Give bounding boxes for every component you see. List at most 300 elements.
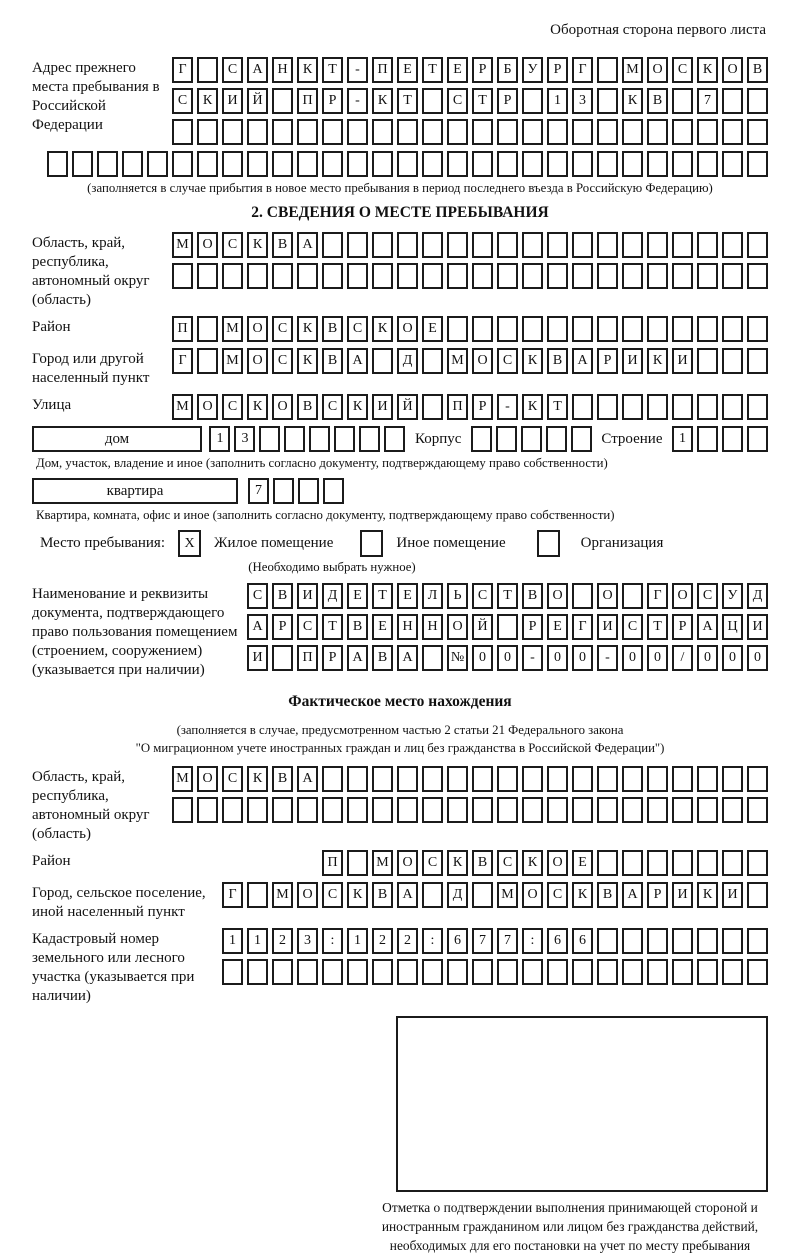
char-cell[interactable]: В [547,348,568,374]
char-cell[interactable]: С [272,348,293,374]
char-cell[interactable] [522,797,543,823]
char-cell[interactable]: П [447,394,468,420]
char-cell[interactable]: М [497,882,518,908]
char-cell[interactable] [546,426,567,452]
char-cell[interactable]: Р [647,882,668,908]
char-cell[interactable]: 3 [572,88,593,114]
char-cell[interactable] [747,766,768,792]
char-cell[interactable]: - [597,645,618,671]
char-cell[interactable] [197,263,218,289]
char-cell[interactable]: В [322,348,343,374]
char-cell[interactable]: Е [572,850,593,876]
char-cell[interactable] [647,232,668,258]
char-cell[interactable]: Р [322,88,343,114]
char-cell[interactable] [672,263,693,289]
char-cell[interactable]: С [497,348,518,374]
char-cell[interactable]: В [647,88,668,114]
char-cell[interactable] [747,959,768,985]
char-cell[interactable]: : [322,928,343,954]
char-cell[interactable]: 0 [747,645,768,671]
char-cell[interactable] [722,263,743,289]
char-cell[interactable]: Н [397,614,418,640]
char-cell[interactable]: К [297,57,318,83]
char-cell[interactable]: 0 [572,645,593,671]
char-cell[interactable]: С [322,394,343,420]
char-cell[interactable]: Н [422,614,443,640]
char-cell[interactable]: Р [522,614,543,640]
char-cell[interactable] [747,88,768,114]
char-cell[interactable] [647,151,668,177]
char-cell[interactable] [597,797,618,823]
char-cell[interactable] [447,797,468,823]
char-cell[interactable] [597,57,618,83]
char-cell[interactable]: А [572,348,593,374]
char-cell[interactable]: У [722,583,743,609]
char-cell[interactable]: М [372,850,393,876]
char-cell[interactable] [622,766,643,792]
char-cell[interactable] [272,119,293,145]
char-cell[interactable]: Р [322,645,343,671]
char-cell[interactable]: О [297,882,318,908]
char-cell[interactable]: Р [472,394,493,420]
char-cell[interactable] [72,151,93,177]
char-cell[interactable]: С [697,583,718,609]
char-cell[interactable] [672,394,693,420]
char-cell[interactable] [422,645,443,671]
char-cell[interactable]: М [222,316,243,342]
char-cell[interactable] [747,850,768,876]
char-cell[interactable]: К [447,850,468,876]
char-cell[interactable]: О [722,57,743,83]
char-cell[interactable] [397,151,418,177]
char-cell[interactable]: П [297,645,318,671]
char-cell[interactable]: И [672,882,693,908]
char-cell[interactable]: П [297,88,318,114]
char-cell[interactable]: 1 [672,426,693,452]
char-cell[interactable]: Д [747,583,768,609]
char-cell[interactable] [622,394,643,420]
char-cell[interactable]: О [197,394,218,420]
char-cell[interactable] [222,151,243,177]
char-cell[interactable] [247,151,268,177]
char-cell[interactable]: М [622,57,643,83]
char-cell[interactable]: А [297,232,318,258]
char-cell[interactable] [297,151,318,177]
char-cell[interactable] [347,766,368,792]
char-cell[interactable] [222,263,243,289]
char-cell[interactable]: Р [672,614,693,640]
char-cell[interactable]: Р [272,614,293,640]
char-cell[interactable] [272,151,293,177]
char-cell[interactable]: В [297,394,318,420]
char-cell[interactable]: - [347,88,368,114]
char-cell[interactable] [222,119,243,145]
char-cell[interactable] [359,426,380,452]
char-cell[interactable] [672,928,693,954]
char-cell[interactable]: 0 [497,645,518,671]
char-cell[interactable] [497,151,518,177]
char-cell[interactable]: : [522,928,543,954]
char-cell[interactable]: К [697,57,718,83]
char-cell[interactable] [497,232,518,258]
char-cell[interactable] [622,263,643,289]
char-cell[interactable] [272,959,293,985]
char-cell[interactable]: К [372,88,393,114]
char-cell[interactable] [197,119,218,145]
char-cell[interactable] [397,119,418,145]
char-cell[interactable]: В [272,583,293,609]
char-cell[interactable]: С [222,57,243,83]
char-cell[interactable] [447,959,468,985]
char-cell[interactable] [747,797,768,823]
char-cell[interactable] [172,151,193,177]
char-cell[interactable]: Г [172,57,193,83]
char-cell[interactable] [422,797,443,823]
char-cell[interactable]: С [472,583,493,609]
char-cell[interactable] [422,882,443,908]
char-cell[interactable] [472,316,493,342]
char-cell[interactable] [122,151,143,177]
char-cell[interactable] [397,959,418,985]
char-cell[interactable]: И [247,645,268,671]
char-cell[interactable]: 6 [547,928,568,954]
char-cell[interactable]: Д [397,348,418,374]
char-cell[interactable] [521,426,542,452]
char-cell[interactable] [522,88,543,114]
char-cell[interactable] [597,850,618,876]
char-cell[interactable] [259,426,280,452]
char-cell[interactable] [273,478,294,504]
char-cell[interactable] [647,959,668,985]
char-cell[interactable] [597,316,618,342]
char-cell[interactable]: В [372,645,393,671]
char-cell[interactable] [497,263,518,289]
char-cell[interactable]: О [547,583,568,609]
char-cell[interactable] [472,959,493,985]
char-cell[interactable]: А [247,57,268,83]
char-cell[interactable]: С [622,614,643,640]
char-cell[interactable]: Й [247,88,268,114]
char-cell[interactable] [597,151,618,177]
char-cell[interactable] [697,766,718,792]
char-cell[interactable] [422,151,443,177]
char-cell[interactable] [322,766,343,792]
char-cell[interactable]: И [222,88,243,114]
char-cell[interactable]: А [297,766,318,792]
char-cell[interactable] [522,766,543,792]
char-cell[interactable]: 0 [697,645,718,671]
char-cell[interactable]: М [447,348,468,374]
char-cell[interactable] [747,348,768,374]
char-cell[interactable] [697,151,718,177]
char-cell[interactable] [622,797,643,823]
char-cell[interactable]: С [447,88,468,114]
char-cell[interactable]: С [422,850,443,876]
char-cell[interactable]: 7 [248,478,269,504]
char-cell[interactable]: Л [422,583,443,609]
char-cell[interactable]: О [472,348,493,374]
char-cell[interactable] [497,797,518,823]
char-cell[interactable] [722,959,743,985]
char-cell[interactable] [147,151,168,177]
char-cell[interactable] [697,850,718,876]
char-cell[interactable]: П [322,850,343,876]
char-cell[interactable]: О [197,766,218,792]
char-cell[interactable] [697,263,718,289]
char-cell[interactable]: 0 [722,645,743,671]
char-cell[interactable] [747,882,768,908]
char-cell[interactable] [447,151,468,177]
char-cell[interactable]: И [722,882,743,908]
char-cell[interactable] [572,583,593,609]
char-cell[interactable]: К [372,316,393,342]
char-cell[interactable]: Т [547,394,568,420]
char-cell[interactable]: 1 [547,88,568,114]
char-cell[interactable]: 2 [397,928,418,954]
char-cell[interactable] [597,959,618,985]
char-cell[interactable] [722,766,743,792]
char-cell[interactable]: С [547,882,568,908]
char-cell[interactable] [422,766,443,792]
char-cell[interactable]: К [247,394,268,420]
char-cell[interactable] [672,316,693,342]
char-cell[interactable]: 0 [547,645,568,671]
char-cell[interactable]: В [747,57,768,83]
char-cell[interactable] [747,232,768,258]
char-cell[interactable] [647,394,668,420]
char-cell[interactable] [622,316,643,342]
char-cell[interactable] [322,263,343,289]
char-cell[interactable] [284,426,305,452]
char-cell[interactable] [722,88,743,114]
char-cell[interactable]: Т [472,88,493,114]
char-cell[interactable] [172,263,193,289]
char-cell[interactable]: О [197,232,218,258]
char-cell[interactable] [597,119,618,145]
char-cell[interactable]: А [247,614,268,640]
char-cell[interactable]: И [747,614,768,640]
char-cell[interactable] [447,766,468,792]
char-cell[interactable] [347,119,368,145]
char-cell[interactable] [722,850,743,876]
char-cell[interactable] [747,263,768,289]
char-cell[interactable]: М [222,348,243,374]
char-cell[interactable]: 0 [647,645,668,671]
char-cell[interactable] [447,119,468,145]
char-cell[interactable] [422,88,443,114]
char-cell[interactable] [697,394,718,420]
char-cell[interactable]: Й [397,394,418,420]
char-cell[interactable] [722,394,743,420]
char-cell[interactable] [497,959,518,985]
char-cell[interactable]: В [597,882,618,908]
char-cell[interactable] [697,348,718,374]
char-cell[interactable] [647,119,668,145]
char-cell[interactable] [622,850,643,876]
char-cell[interactable]: Е [447,57,468,83]
char-cell[interactable]: № [447,645,468,671]
char-cell[interactable] [722,348,743,374]
char-cell[interactable] [697,232,718,258]
char-cell[interactable]: Т [322,614,343,640]
stay-checkbox-inoe[interactable] [360,530,383,557]
char-cell[interactable] [547,119,568,145]
char-cell[interactable] [272,645,293,671]
char-cell[interactable]: Г [647,583,668,609]
char-cell[interactable]: А [397,645,418,671]
char-cell[interactable]: В [347,614,368,640]
char-cell[interactable] [572,232,593,258]
char-cell[interactable] [496,426,517,452]
char-cell[interactable] [447,316,468,342]
char-cell[interactable] [722,928,743,954]
char-cell[interactable]: 7 [472,928,493,954]
char-cell[interactable] [522,119,543,145]
char-cell[interactable] [572,119,593,145]
char-cell[interactable]: 7 [697,88,718,114]
char-cell[interactable]: М [172,232,193,258]
char-cell[interactable]: П [372,57,393,83]
char-cell[interactable] [247,263,268,289]
char-cell[interactable]: С [322,882,343,908]
char-cell[interactable] [472,882,493,908]
char-cell[interactable] [222,797,243,823]
char-cell[interactable] [397,232,418,258]
char-cell[interactable]: С [672,57,693,83]
char-cell[interactable] [622,119,643,145]
char-cell[interactable] [247,959,268,985]
char-cell[interactable]: М [272,882,293,908]
char-cell[interactable] [97,151,118,177]
char-cell[interactable] [372,348,393,374]
char-cell[interactable] [172,797,193,823]
char-cell[interactable]: 1 [209,426,230,452]
char-cell[interactable] [722,316,743,342]
char-cell[interactable] [322,797,343,823]
char-cell[interactable] [497,614,518,640]
char-cell[interactable]: С [497,850,518,876]
char-cell[interactable]: О [597,583,618,609]
char-cell[interactable] [697,316,718,342]
char-cell[interactable]: О [247,316,268,342]
char-cell[interactable] [672,797,693,823]
char-cell[interactable] [272,88,293,114]
char-cell[interactable]: Р [597,348,618,374]
char-cell[interactable]: Н [272,57,293,83]
char-cell[interactable] [522,959,543,985]
char-cell[interactable] [347,151,368,177]
char-cell[interactable] [647,797,668,823]
char-cell[interactable] [572,959,593,985]
char-cell[interactable] [572,766,593,792]
char-cell[interactable]: Р [497,88,518,114]
char-cell[interactable] [297,119,318,145]
char-cell[interactable]: К [522,394,543,420]
char-cell[interactable]: К [347,882,368,908]
char-cell[interactable] [547,766,568,792]
char-cell[interactable] [547,232,568,258]
char-cell[interactable] [722,797,743,823]
char-cell[interactable] [672,119,693,145]
char-cell[interactable] [722,232,743,258]
char-cell[interactable] [372,959,393,985]
char-cell[interactable] [747,151,768,177]
char-cell[interactable] [47,151,68,177]
char-cell[interactable] [622,232,643,258]
char-cell[interactable]: О [447,614,468,640]
char-cell[interactable]: С [222,766,243,792]
char-cell[interactable]: П [172,316,193,342]
char-cell[interactable] [197,348,218,374]
char-cell[interactable] [384,426,405,452]
char-cell[interactable]: : [422,928,443,954]
char-cell[interactable] [597,928,618,954]
char-cell[interactable] [347,797,368,823]
char-cell[interactable]: Е [397,583,418,609]
char-cell[interactable] [247,119,268,145]
char-cell[interactable]: - [522,645,543,671]
char-cell[interactable] [322,151,343,177]
char-cell[interactable] [647,850,668,876]
char-cell[interactable] [422,348,443,374]
char-cell[interactable]: К [572,882,593,908]
char-cell[interactable]: У [522,57,543,83]
char-cell[interactable] [372,232,393,258]
char-cell[interactable]: К [297,316,318,342]
char-cell[interactable]: Р [472,57,493,83]
char-cell[interactable]: О [397,316,418,342]
char-cell[interactable]: С [222,232,243,258]
char-cell[interactable] [172,119,193,145]
char-cell[interactable] [522,316,543,342]
char-cell[interactable] [422,394,443,420]
char-cell[interactable] [372,797,393,823]
char-cell[interactable] [297,959,318,985]
char-cell[interactable] [247,882,268,908]
char-cell[interactable]: О [247,348,268,374]
char-cell[interactable] [722,119,743,145]
char-cell[interactable]: К [522,348,543,374]
char-cell[interactable]: И [372,394,393,420]
char-cell[interactable]: Р [547,57,568,83]
char-cell[interactable] [672,151,693,177]
char-cell[interactable] [197,797,218,823]
stay-checkbox-org[interactable] [537,530,560,557]
char-cell[interactable]: Е [347,583,368,609]
char-cell[interactable] [298,478,319,504]
char-cell[interactable]: 3 [297,928,318,954]
char-cell[interactable] [323,478,344,504]
char-cell[interactable] [447,263,468,289]
char-cell[interactable] [747,394,768,420]
char-cell[interactable]: Г [222,882,243,908]
char-cell[interactable]: 2 [372,928,393,954]
char-cell[interactable]: 6 [447,928,468,954]
char-cell[interactable] [322,959,343,985]
char-cell[interactable] [322,232,343,258]
char-cell[interactable]: К [297,348,318,374]
char-cell[interactable]: / [672,645,693,671]
char-cell[interactable] [447,232,468,258]
char-cell[interactable]: В [272,232,293,258]
char-cell[interactable] [647,316,668,342]
char-cell[interactable]: Т [372,583,393,609]
char-cell[interactable]: Т [397,88,418,114]
char-cell[interactable] [647,263,668,289]
char-cell[interactable]: О [672,583,693,609]
char-cell[interactable] [422,959,443,985]
char-cell[interactable] [522,232,543,258]
